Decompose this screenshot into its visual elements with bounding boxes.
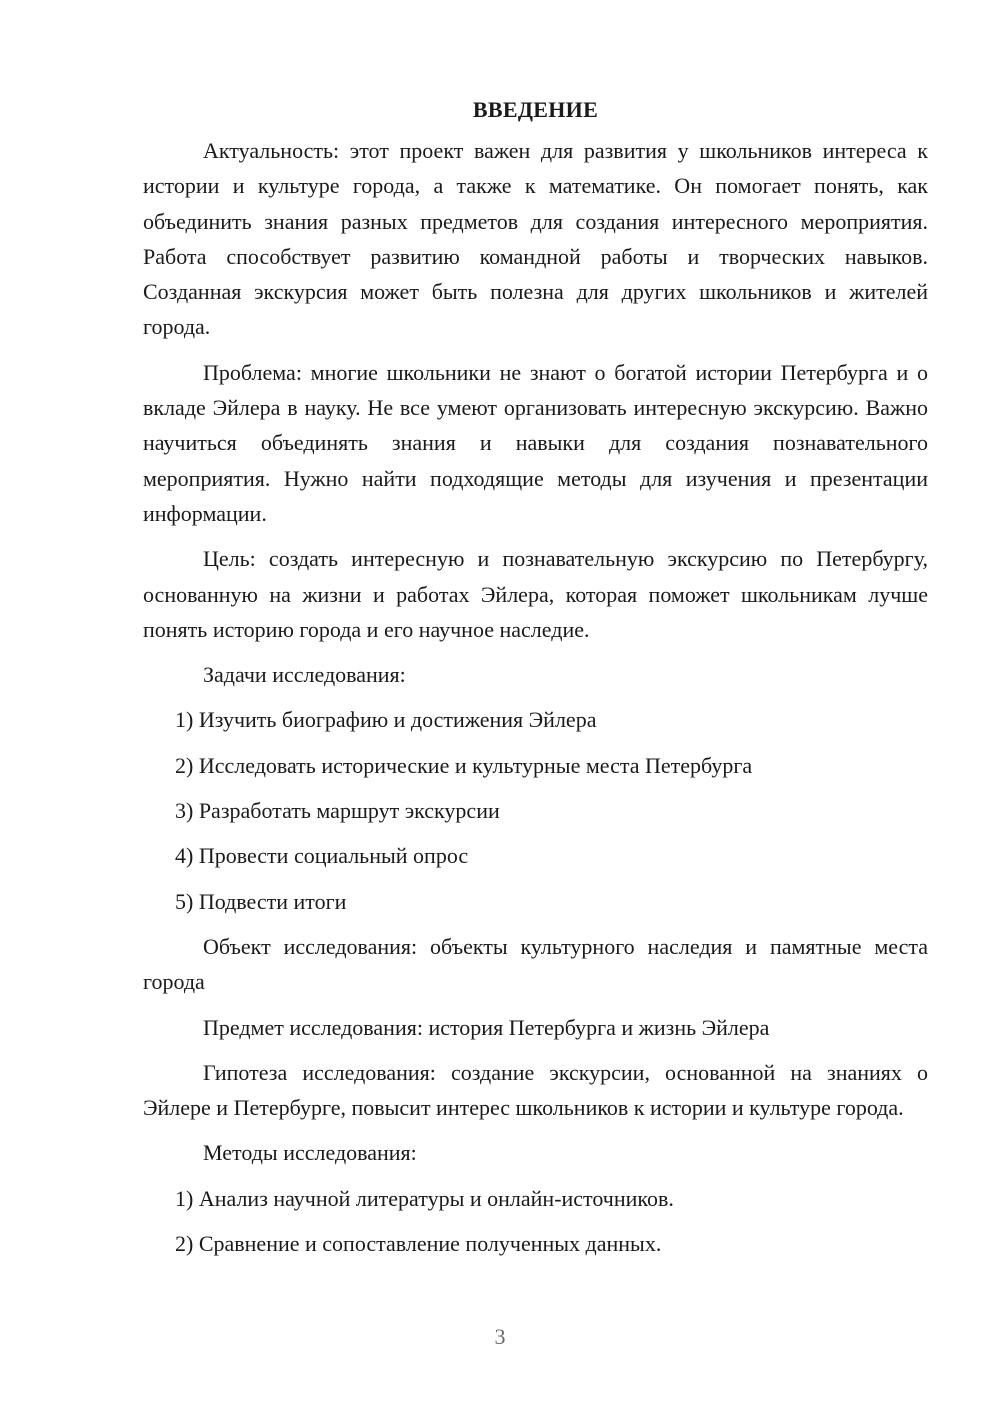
relevance-paragraph: Актуальность: этот проект важен для развития у школьников интереса к истории и культуре города, а также к математике. Он помогает понять, как объединить знания разных предметов для создания интересного мероприятия. Работа способствует развитию командной работы и творческих навыков. Созданная экскурсия может быть полезна для других школьников и жителей города. <box>143 138 928 340</box>
list-item: 2) Исследовать исторические и культурные места Петербурга <box>175 752 753 778</box>
hypothesis-paragraph: Гипотеза исследования: создание экскурсии, основанной на знаниях о Эйлере и Петербурге, повысит интерес школьников к истории и культуре города. <box>143 1059 928 1121</box>
list-item: 1) Анализ научной литературы и онлайн-источников. <box>175 1185 674 1211</box>
section-heading: ВВЕДЕНИЕ <box>472 97 599 122</box>
subject-paragraph: Предмет исследования: история Петербурга и жизнь Эйлера <box>203 1014 770 1040</box>
methods-heading: Методы исследования: <box>203 1140 417 1166</box>
list-item: 3) Разработать маршрут экскурсии <box>175 798 500 824</box>
list-item: 4) Провести социальный опрос <box>175 843 469 869</box>
goal-paragraph: Цель: создать интересную и познавательную экскурсию по Петербургу, основанную на жизни и работах Эйлера, которая поможет школьникам лучше понять историю города и его научное наследие. <box>143 546 928 642</box>
tasks-heading: Задачи исследования: <box>203 662 406 688</box>
document-page <box>143 92 928 1271</box>
list-item: 5) Подвести итоги <box>175 888 347 914</box>
problem-paragraph: Проблема: многие школьники не знают о богатой истории Петербурга и о вкладе Эйлера в науку. Не все умеют организовать интересную экскурсию. Важно научиться объединять знания и навыки для создания познавательного мероприятия. Нужно найти подходящие методы для изучения и презентации информации. <box>143 359 928 526</box>
methods-list <box>143 1181 928 1262</box>
page-number: 3 <box>494 1324 506 1349</box>
list-item: 1) Изучить биографию и достижения Эйлера <box>175 707 597 733</box>
object-paragraph: Объект исследования: объекты культурного наследия и памятные места города <box>143 933 928 995</box>
tasks-list <box>143 702 928 918</box>
list-item: 2) Сравнение и сопоставление полученных данных. <box>175 1231 662 1257</box>
